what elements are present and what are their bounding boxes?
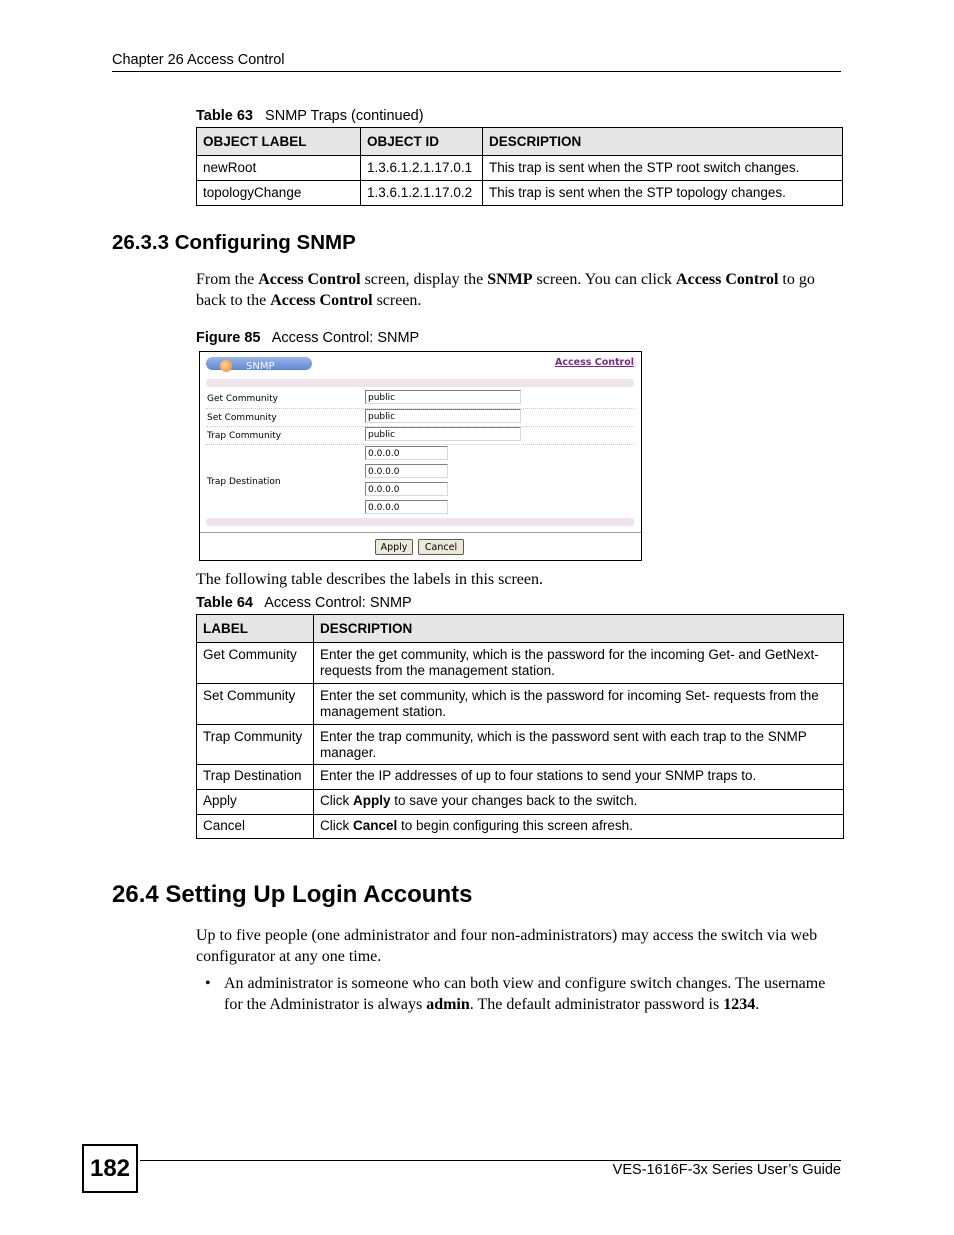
- text-run-bold: Access Control: [676, 271, 779, 288]
- section-heading-2633: 26.3.3 Configuring SNMP: [112, 231, 356, 254]
- text-run: Click: [320, 818, 353, 833]
- text-run: Enter the get community, which is the password for the incoming Get- and GetNext-requests from the management station.: [320, 647, 819, 678]
- table-cell: This trap is sent when the STP root switch changes.: [483, 156, 843, 181]
- table-row: [197, 181, 843, 206]
- text-run-bold: SNMP: [487, 271, 533, 288]
- text-run: Enter the set community, which is the password for incoming Set- requests from the management station.: [320, 688, 819, 719]
- text-run: Enter the IP addresses of up to four stations to send your SNMP traps to.: [320, 768, 757, 783]
- table63-col-description: DESCRIPTION: [483, 128, 843, 156]
- section-264-bullet: [224, 973, 844, 1015]
- table63-col-object-label: OBJECT LABEL: [197, 128, 361, 156]
- table-row: [197, 156, 843, 181]
- trap-destination-input-3[interactable]: 0.0.0.0: [365, 482, 448, 496]
- trap-destination-input-1[interactable]: 0.0.0.0: [365, 446, 448, 460]
- text-run: Click: [320, 793, 353, 808]
- figure85-caption-label: Figure 85: [196, 330, 261, 346]
- table64-caption-title: Access Control: SNMP: [264, 595, 412, 611]
- table-cell: Trap Destination: [197, 765, 314, 790]
- table63-caption: [196, 108, 424, 124]
- table-cell: 1.3.6.1.2.1.17.0.1: [361, 156, 483, 181]
- table-cell: Trap Community: [197, 725, 314, 765]
- text-run: screen, display the: [360, 271, 488, 288]
- snmp-title-bar: [206, 357, 312, 370]
- text-run-bold: 1234: [723, 996, 756, 1013]
- section-2633-paragraph: [196, 269, 846, 311]
- trap-community-label: Trap Community: [207, 431, 282, 441]
- apply-button[interactable]: Apply: [375, 539, 413, 555]
- set-community-label: Set Community: [207, 413, 277, 423]
- snmp-screen-title: SNMP: [246, 361, 275, 372]
- page-number: 182: [82, 1144, 138, 1193]
- following-table-text: The following table describes the labels in this screen.: [196, 571, 544, 588]
- figure85-caption: [196, 330, 419, 346]
- snmp-top-band: [206, 379, 634, 387]
- row-divider: [206, 444, 634, 445]
- section-264-paragraph: Up to five people (one administrator and four non-administrators) may access the switch via web configurator at any one time.: [196, 927, 818, 965]
- text-run-bold: Access Control: [270, 292, 373, 309]
- table-row: [197, 790, 844, 815]
- bullet-marker: •: [205, 975, 211, 992]
- set-community-input[interactable]: public: [365, 409, 521, 423]
- table-cell: [314, 790, 844, 815]
- text-run: From the: [196, 271, 259, 288]
- table-cell: [314, 765, 844, 790]
- trap-destination-label: Trap Destination: [207, 477, 281, 487]
- cancel-button[interactable]: Cancel: [418, 539, 464, 555]
- text-run: .: [755, 996, 760, 1013]
- snmp-bottom-band: [206, 518, 634, 526]
- access-control-link[interactable]: Access Control: [555, 357, 634, 368]
- header-rule: [112, 71, 841, 72]
- get-community-input[interactable]: public: [365, 390, 521, 404]
- section-heading-264: 26.4 Setting Up Login Accounts: [112, 881, 473, 908]
- text-run-bold: Apply: [353, 793, 391, 808]
- table-cell: [314, 643, 844, 684]
- text-run: to begin configuring this screen afresh.: [397, 818, 633, 833]
- table-cell: newRoot: [197, 156, 361, 181]
- snmp-screenshot: [199, 351, 642, 561]
- table-row: [197, 684, 844, 725]
- text-run: screen.: [372, 292, 422, 309]
- table64: [196, 614, 844, 839]
- button-separator: [200, 532, 641, 533]
- footer-rule: [140, 1160, 841, 1161]
- text-run-bold: Access Control: [258, 271, 361, 288]
- text-run: Enter the trap community, which is the password sent with each trap to the SNMP manager.: [320, 729, 807, 760]
- text-run: . The default administrator password is: [469, 996, 724, 1013]
- text-run: An administrator is someone who can both view and configure switch changes. The username for the Administrator is always: [224, 975, 826, 1013]
- table-row: [197, 765, 844, 790]
- get-community-label: Get Community: [207, 394, 278, 404]
- table-cell: [314, 684, 844, 725]
- table-row: [197, 725, 844, 765]
- trap-community-input[interactable]: public: [365, 427, 521, 441]
- table-row: [197, 643, 844, 684]
- trap-destination-input-4[interactable]: 0.0.0.0: [365, 500, 448, 514]
- table-cell: [314, 815, 844, 839]
- table-cell: [314, 725, 844, 765]
- table64-header-row: [197, 615, 844, 643]
- text-run-bold: admin: [426, 996, 470, 1013]
- table63-caption-title: SNMP Traps (continued): [265, 108, 424, 124]
- text-run: screen. You can click: [532, 271, 677, 288]
- table64-col-label: LABEL: [197, 615, 314, 643]
- trap-destination-input-2[interactable]: 0.0.0.0: [365, 464, 448, 478]
- table-cell: Cancel: [197, 815, 314, 839]
- table-cell: topologyChange: [197, 181, 361, 206]
- chapter-header: Chapter 26 Access Control: [112, 52, 285, 68]
- text-run-bold: Cancel: [353, 818, 398, 833]
- table-cell: 1.3.6.1.2.1.17.0.2: [361, 181, 483, 206]
- text-run: to go back to the: [196, 271, 815, 309]
- table63: [196, 127, 843, 206]
- table-row: [197, 815, 844, 839]
- table-cell: Set Community: [197, 684, 314, 725]
- text-run: to save your changes back to the switch.: [390, 793, 638, 808]
- table64-caption-label: Table 64: [196, 595, 253, 611]
- table64-caption: [196, 595, 412, 611]
- orange-dot-icon: [220, 360, 232, 372]
- guide-title: VES-1616F-3x Series User’s Guide: [612, 1162, 841, 1178]
- table-cell: Apply: [197, 790, 314, 815]
- table63-header-row: [197, 128, 843, 156]
- table-cell: Get Community: [197, 643, 314, 684]
- figure85-caption-title: Access Control: SNMP: [271, 330, 420, 346]
- table-cell: This trap is sent when the STP topology changes.: [483, 181, 843, 206]
- table63-caption-label: Table 63: [196, 108, 253, 124]
- table64-col-description: DESCRIPTION: [314, 615, 844, 643]
- table63-col-object-id: OBJECT ID: [361, 128, 483, 156]
